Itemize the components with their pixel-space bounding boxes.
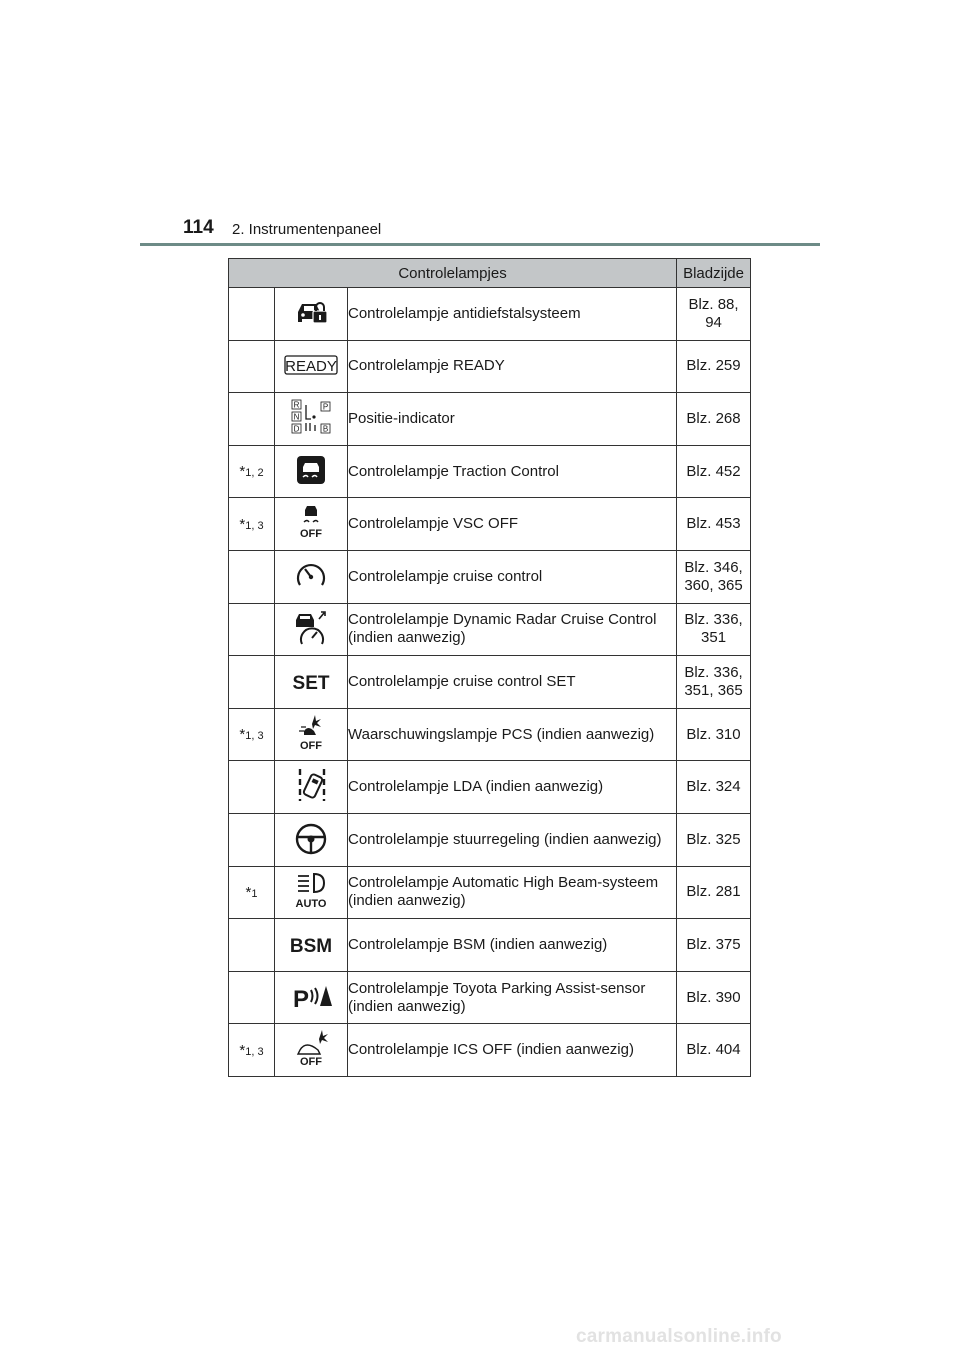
indicator-label: Controlelampje LDA (indien aanwezig) (348, 761, 677, 814)
footnote-ref: 1, 2 (245, 467, 264, 480)
indicator-icon-cell (275, 288, 348, 341)
table-row (229, 919, 751, 972)
table-row (229, 550, 751, 603)
table-row (229, 393, 751, 446)
indicator-icon-cell (275, 866, 348, 919)
svg-text:OFF: OFF (300, 739, 322, 752)
footnote-star-icon: * (239, 515, 246, 533)
page-reference: Blz. 281 (677, 866, 751, 919)
indicator-icon-cell (275, 603, 348, 656)
page-reference: Blz. 390 (677, 971, 751, 1024)
table-row (229, 813, 751, 866)
indicator-label: Waarschuwingslampje PCS (indien aanwezig) (348, 708, 677, 761)
footnote-star-icon: * (239, 726, 246, 744)
column-header-page: Bladzijde (677, 259, 751, 288)
footnote-ref: 1, 3 (245, 1045, 264, 1058)
indicator-label: Controlelampje Dynamic Radar Cruise Control (indien aanwezig) (348, 603, 677, 656)
table-row (229, 445, 751, 498)
indicator-label: Controlelampje Automatic High Beam-systeem (indien aanwezig) (348, 866, 677, 919)
page-reference: Blz. 452 (677, 445, 751, 498)
indicator-label: Controlelampje Toyota Parking Assist-sensor (indien aanwezig) (348, 971, 677, 1024)
footnote-ref: 1 (251, 887, 258, 900)
table-row (229, 340, 751, 393)
indicator-label: Controlelampje stuurregeling (indien aanwezig) (348, 813, 677, 866)
footnote-cell (229, 708, 275, 761)
watermark: carmanualsonline.info (576, 1326, 782, 1347)
footnote-cell (229, 340, 275, 393)
footnote-cell (229, 445, 275, 498)
indicator-icon-cell (275, 340, 348, 393)
indicator-icon-cell (275, 656, 348, 709)
footnote-star-icon: * (239, 463, 246, 481)
traction-control-icon (284, 450, 338, 490)
svg-text:B: B (322, 424, 329, 434)
indicator-table (228, 258, 751, 1077)
page-reference: Blz. 346, 360, 365 (677, 550, 751, 603)
footnote-cell (229, 866, 275, 919)
table-header-row (229, 259, 751, 288)
ics-off-icon (284, 1028, 338, 1068)
footnote-cell (229, 550, 275, 603)
page-reference: Blz. 310 (677, 708, 751, 761)
radar-cruise-icon (284, 607, 338, 647)
indicator-icon-cell (275, 813, 348, 866)
cruise-control-icon (284, 555, 338, 595)
svg-text:D: D (293, 424, 300, 434)
indicator-icon-cell (275, 550, 348, 603)
page-reference: Blz. 259 (677, 340, 751, 393)
footnote-star-icon: * (245, 883, 252, 901)
svg-text:R: R (293, 400, 300, 410)
page-reference: Blz. 453 (677, 498, 751, 551)
page-reference: Blz. 88, 94 (677, 288, 751, 341)
car-lock-icon (284, 292, 338, 332)
indicator-icon-cell (275, 761, 348, 814)
footnote-cell (229, 919, 275, 972)
page-reference: Blz. 268 (677, 393, 751, 446)
table-row (229, 288, 751, 341)
table-row (229, 866, 751, 919)
page-reference: Blz. 336, 351, 365 (677, 656, 751, 709)
steering-wheel-icon (284, 818, 338, 858)
page-number: 114 (183, 217, 214, 238)
indicator-label: Controlelampje ICS OFF (indien aanwezig) (348, 1024, 677, 1077)
svg-text:READY: READY (285, 358, 337, 376)
footnote-ref: 1, 3 (245, 519, 264, 532)
table-row (229, 498, 751, 551)
section-title: 2. Instrumentenpaneel (232, 221, 382, 238)
indicator-label: Positie-indicator (348, 393, 677, 446)
footnote-ref: 1, 3 (245, 730, 264, 743)
indicator-label: Controlelampje cruise control SET (348, 656, 677, 709)
header-rule (140, 243, 820, 246)
ready-icon (284, 344, 338, 384)
indicator-icon-cell (275, 971, 348, 1024)
footnote-cell (229, 288, 275, 341)
table-row (229, 1024, 751, 1077)
svg-text:N: N (293, 412, 300, 422)
table-row (229, 761, 751, 814)
svg-text:SET: SET (292, 672, 330, 694)
svg-text:P: P (322, 402, 329, 412)
indicator-label: Controlelampje cruise control (348, 550, 677, 603)
indicator-label: Controlelampje READY (348, 340, 677, 393)
indicator-icon-cell (275, 498, 348, 551)
page-reference: Blz. 325 (677, 813, 751, 866)
footnote-cell (229, 656, 275, 709)
footnote-cell (229, 1024, 275, 1077)
footnote-cell (229, 393, 275, 446)
vsc-off-icon (284, 502, 338, 542)
footnote-cell (229, 603, 275, 656)
indicator-icon-cell (275, 1024, 348, 1077)
svg-text:AUTO: AUTO (295, 898, 327, 911)
page-reference: Blz. 336, 351 (677, 603, 751, 656)
auto-high-beam-icon (284, 870, 338, 910)
footnote-cell (229, 813, 275, 866)
page-reference: Blz. 324 (677, 761, 751, 814)
footnote-cell (229, 761, 275, 814)
indicator-label: Controlelampje BSM (indien aanwezig) (348, 919, 677, 972)
bsm-icon (284, 923, 338, 963)
column-header-lamps: Controlelampjes (229, 259, 677, 288)
footnote-cell (229, 498, 275, 551)
indicator-label: Controlelampje VSC OFF (348, 498, 677, 551)
table-row (229, 656, 751, 709)
pcs-off-icon (284, 713, 338, 753)
page-reference: Blz. 375 (677, 919, 751, 972)
indicator-label: Controlelampje antidiefstalsysteem (348, 288, 677, 341)
indicator-icon-cell (275, 393, 348, 446)
svg-text:BSM: BSM (289, 935, 333, 957)
parking-assist-icon (284, 976, 338, 1016)
svg-text:P: P (292, 985, 310, 1013)
svg-text:OFF: OFF (300, 528, 322, 541)
lda-icon (284, 765, 338, 805)
indicator-icon-cell (275, 708, 348, 761)
table-row (229, 603, 751, 656)
page-reference: Blz. 404 (677, 1024, 751, 1077)
set-icon (284, 660, 338, 700)
footnote-cell (229, 971, 275, 1024)
indicator-label: Controlelampje Traction Control (348, 445, 677, 498)
indicator-icon-cell (275, 919, 348, 972)
indicator-icon-cell (275, 445, 348, 498)
table-row (229, 971, 751, 1024)
table-row (229, 708, 751, 761)
shift-position-icon (284, 397, 338, 437)
table-body (229, 288, 751, 1077)
footnote-star-icon: * (239, 1041, 246, 1059)
svg-text:OFF: OFF (300, 1056, 322, 1069)
